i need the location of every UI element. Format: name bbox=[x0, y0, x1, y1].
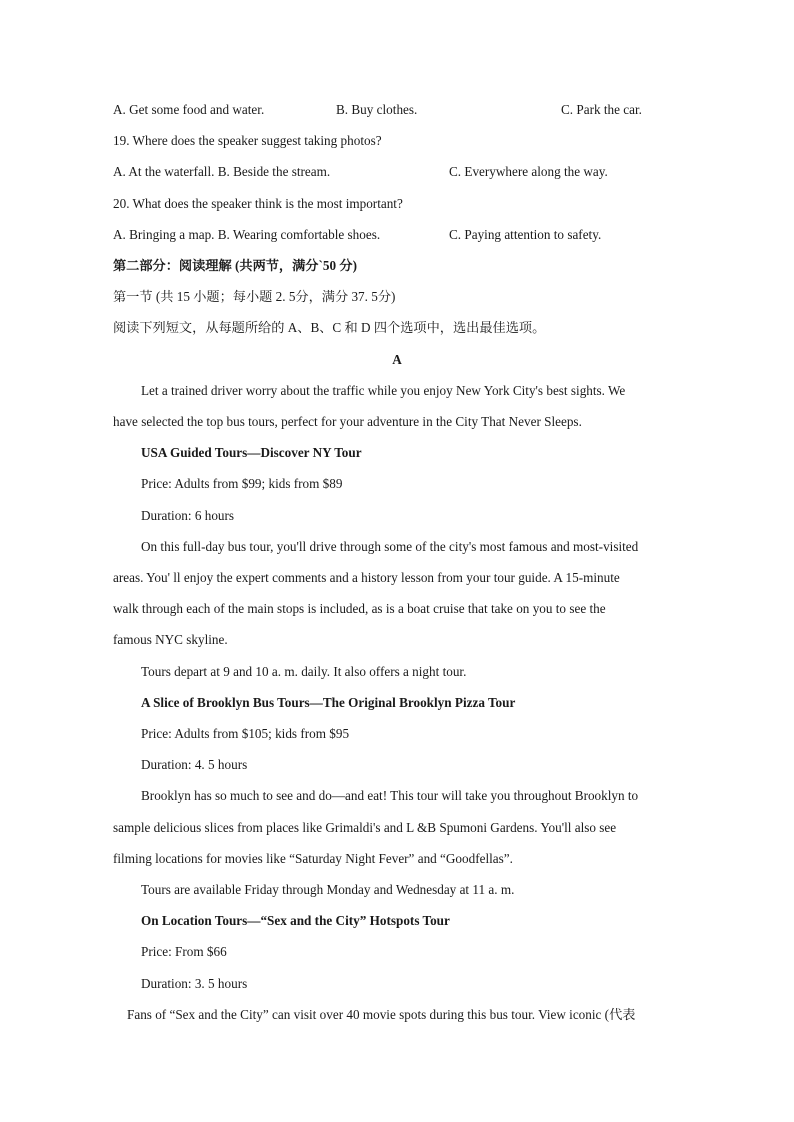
tour-duration: Duration: 6 hours bbox=[141, 508, 235, 523]
tour-title: USA Guided Tours—Discover NY Tour bbox=[141, 445, 362, 460]
tour-price: Price: Adults from $99; kids from $89 bbox=[141, 476, 343, 491]
tour-description-line: areas. You' ll enjoy the expert comments and a history lesson from your tour guide. A 15-minute bbox=[113, 570, 620, 585]
q20-question: 20. What does the speaker think is the most important? bbox=[113, 196, 403, 211]
tour-description-line: On this full-day bus tour, you'll drive through some of the city's most famous and most-visited bbox=[141, 539, 639, 554]
section1-heading: 第一节 (共 15 小题；每小题 2. 5分，满分 37. 5分) bbox=[113, 289, 396, 304]
part2-heading: 第二部分：阅读理解 (共两节，满分`50 分) bbox=[113, 258, 357, 273]
tour-title: A Slice of Brooklyn Bus Tours—The Original Brooklyn Pizza Tour bbox=[141, 695, 516, 710]
reading-instruction: 阅读下列短文，从每题所给的 A、B、C 和 D 四个选项中，选出最佳选项。 bbox=[113, 320, 546, 335]
passage-intro-line: have selected the top bus tours, perfect for your adventure in the City That Never Sleeps. bbox=[113, 414, 582, 429]
tour-schedule: Tours are available Friday through Monday and Wednesday at 11 a. m. bbox=[141, 882, 515, 897]
tour-price: Price: Adults from $105; kids from $95 bbox=[141, 726, 350, 741]
tour-description-line: Brooklyn has so much to see and do—and eat! This tour will take you throughout Brooklyn to bbox=[141, 788, 639, 803]
passage-intro-line: Let a trained driver worry about the traffic while you enjoy New York City's best sights. We bbox=[141, 383, 626, 398]
q20-option-c: C. Paying attention to safety. bbox=[449, 227, 602, 242]
q18-option-a: A. Get some food and water. bbox=[113, 102, 265, 117]
tour-duration: Duration: 3. 5 hours bbox=[141, 976, 248, 991]
q18-option-c: C. Park the car. bbox=[561, 102, 642, 117]
tour-title: On Location Tours—“Sex and the City” Hotspots Tour bbox=[141, 913, 450, 928]
tour-description-line: famous NYC skyline. bbox=[113, 632, 228, 647]
q19-question: 19. Where does the speaker suggest taking photos? bbox=[113, 133, 382, 148]
tour-description-line: Fans of “Sex and the City” can visit over 40 movie spots during this bus tour. View iconic (代表 bbox=[127, 1007, 636, 1022]
tour-duration: Duration: 4. 5 hours bbox=[141, 757, 248, 772]
passage-label: A bbox=[392, 352, 402, 367]
tour-price: Price: From $66 bbox=[141, 944, 227, 959]
tour-schedule: Tours depart at 9 and 10 a. m. daily. It also offers a night tour. bbox=[141, 664, 467, 679]
q18-option-b: B. Buy clothes. bbox=[336, 102, 418, 117]
q19-option-c: C. Everywhere along the way. bbox=[449, 164, 608, 179]
tour-description-line: walk through each of the main stops is included, as is a boat cruise that take on you to see the bbox=[113, 601, 606, 616]
q19-options-ab: A. At the waterfall. B. Beside the stream. bbox=[113, 164, 331, 179]
q20-options-ab: A. Bringing a map. B. Wearing comfortable shoes. bbox=[113, 227, 381, 242]
tour-description-line: filming locations for movies like “Saturday Night Fever” and “Goodfellas”. bbox=[113, 851, 513, 866]
tour-description-line: sample delicious slices from places like Grimaldi's and L &B Spumoni Gardens. You'll also see bbox=[113, 820, 617, 835]
